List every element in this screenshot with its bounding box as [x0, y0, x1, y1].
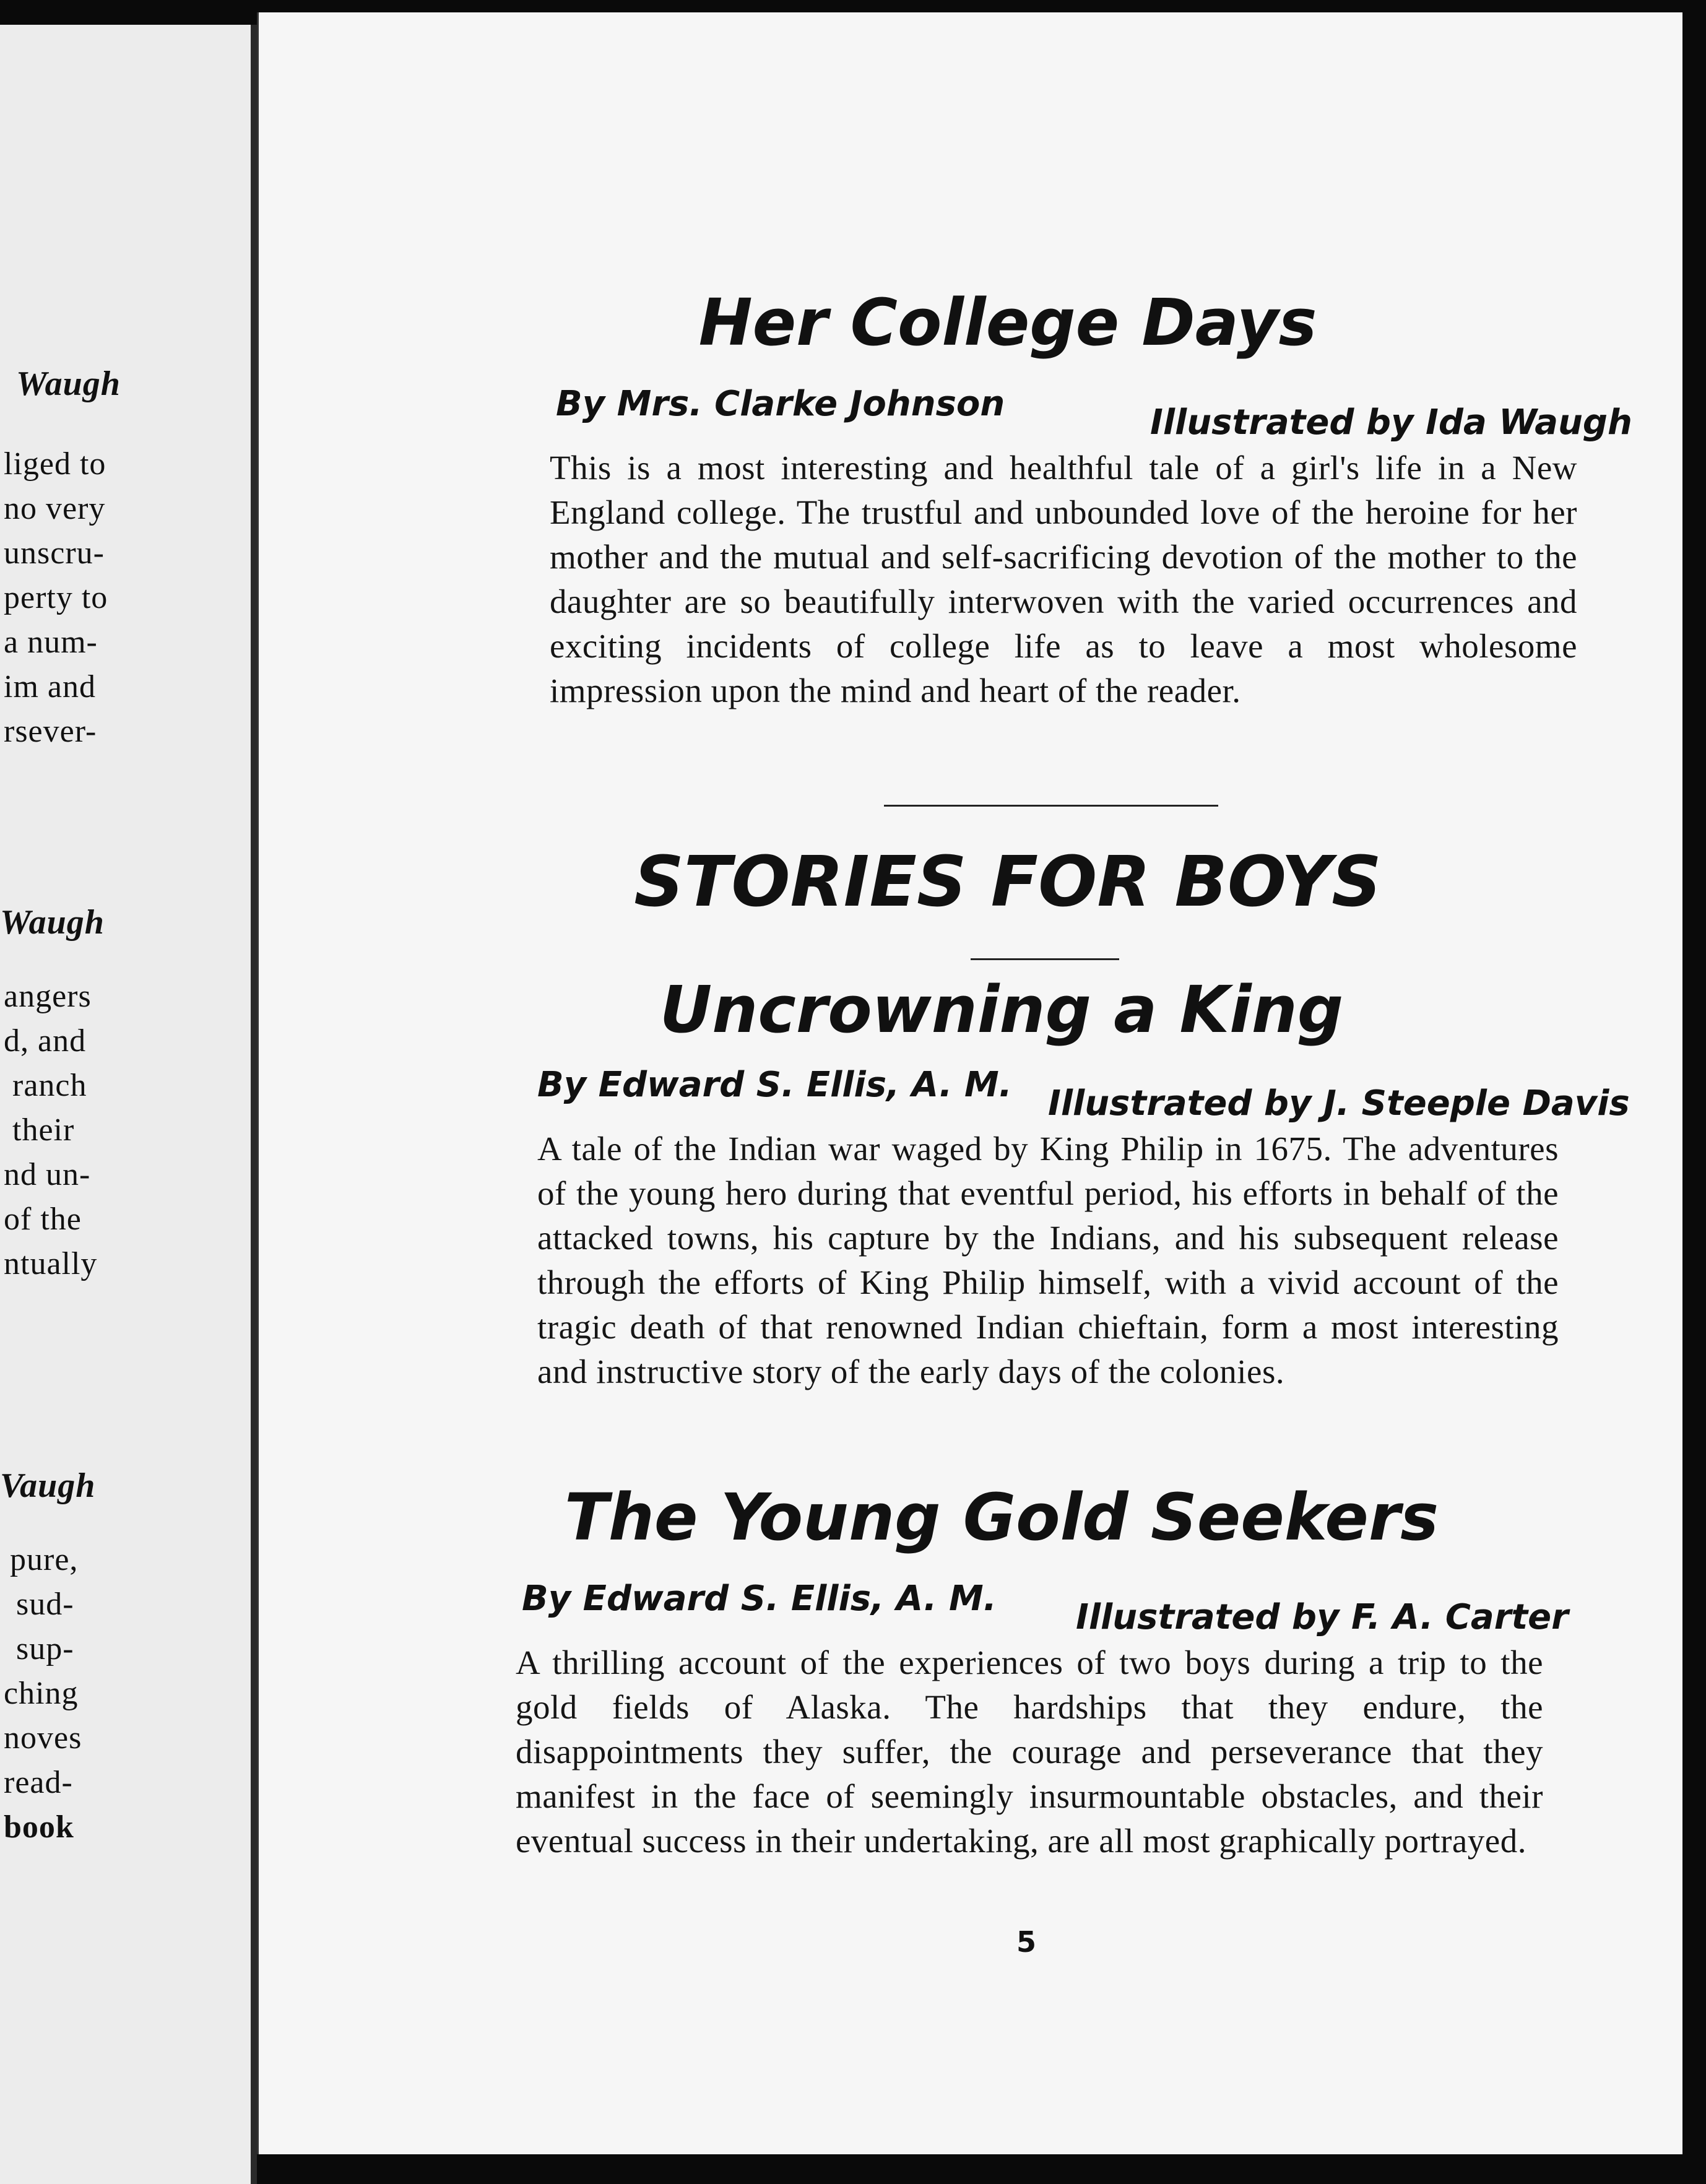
heading-underline: [971, 958, 1119, 960]
left-text-line: im and: [4, 669, 96, 704]
left-text-line: angers: [4, 979, 92, 1014]
left-text-line: read-: [4, 1765, 73, 1800]
left-credit-1: Waugh: [16, 365, 121, 403]
left-text-line: unscru-: [4, 535, 105, 571]
left-text-line: book: [4, 1809, 74, 1845]
left-text-line: no very: [4, 491, 106, 526]
left-text-line: a num-: [4, 625, 98, 660]
section-heading: STORIES FOR BOYS: [634, 842, 1382, 922]
book-illustrator: Illustrated by F. A. Carter: [1076, 1597, 1569, 1637]
book-illustrator: Illustrated by J. Steeple Davis: [1048, 1083, 1630, 1124]
book-author: By Edward S. Ellis, A. M.: [522, 1579, 997, 1619]
left-text-line: sud-: [16, 1587, 74, 1622]
divider-rule: [884, 805, 1218, 807]
book-description: A tale of the Indian war waged by King Philip in 1675. The adventures of the young hero during that eventful period, his efforts in behalf of the attacked towns, his capture by the Indians, and his subsequent release through the efforts of King Philip himself, with a vivid account of the tragic death of that renowned Indian chieftain, form a most interesting and instructive story of the early days of the colonies.: [537, 1130, 1559, 1390]
book-gutter: [251, 25, 257, 2184]
book-author: By Edward S. Ellis, A. M.: [537, 1065, 1012, 1105]
book-description: A thrilling account of the experiences of two boys during a trip to the gold fields of Alaska. The hardships that they endure, the disappointments they suffer, the courage and perseverance that they manifest in the face of seemingly insurmountable obstacles, and their eventual success in their undertaking, are all most graphically portrayed.: [516, 1644, 1543, 1860]
left-text-line: noves: [4, 1720, 82, 1756]
left-text-line: perty to: [4, 580, 108, 615]
left-text-line: ching: [4, 1676, 79, 1711]
book-illustrator: Illustrated by Ida Waugh: [1150, 402, 1632, 443]
left-text-line: d, and: [4, 1023, 87, 1059]
left-text-line: rsever-: [4, 714, 97, 749]
book-description: This is a most interesting and healthful tale of a girl's life in a New England college. The trustful and unbounded love of the heroine for her mother and the mutual and self-sacrificing devotion of the mother to the daughter are so beautifully interwoven with the varied occurrences and exciting incidents of college life as to leave a most wholesome impression upon the mind and heart of the reader.: [550, 449, 1577, 709]
book-title: Her College Days: [698, 285, 1317, 360]
left-text-line: ranch: [12, 1068, 87, 1103]
right-page: [257, 12, 1682, 2154]
left-text-line: of the: [4, 1202, 82, 1237]
left-page: [0, 25, 251, 2184]
left-credit-3: Vaugh: [0, 1467, 96, 1505]
left-text-line: sup-: [16, 1631, 74, 1666]
left-text-line: their: [12, 1112, 75, 1148]
left-text-line: pure,: [10, 1542, 79, 1577]
book-title: The Young Gold Seekers: [564, 1480, 1439, 1555]
page-number: 5: [1016, 1925, 1036, 1959]
left-credit-2: Waugh: [0, 903, 105, 942]
book-author: By Mrs. Clarke Johnson: [556, 384, 1005, 424]
left-text-line: ntually: [4, 1246, 98, 1281]
book-title: Uncrowning a King: [659, 972, 1344, 1047]
left-text-line: liged to: [4, 446, 106, 482]
left-text-line: nd un-: [4, 1157, 91, 1192]
